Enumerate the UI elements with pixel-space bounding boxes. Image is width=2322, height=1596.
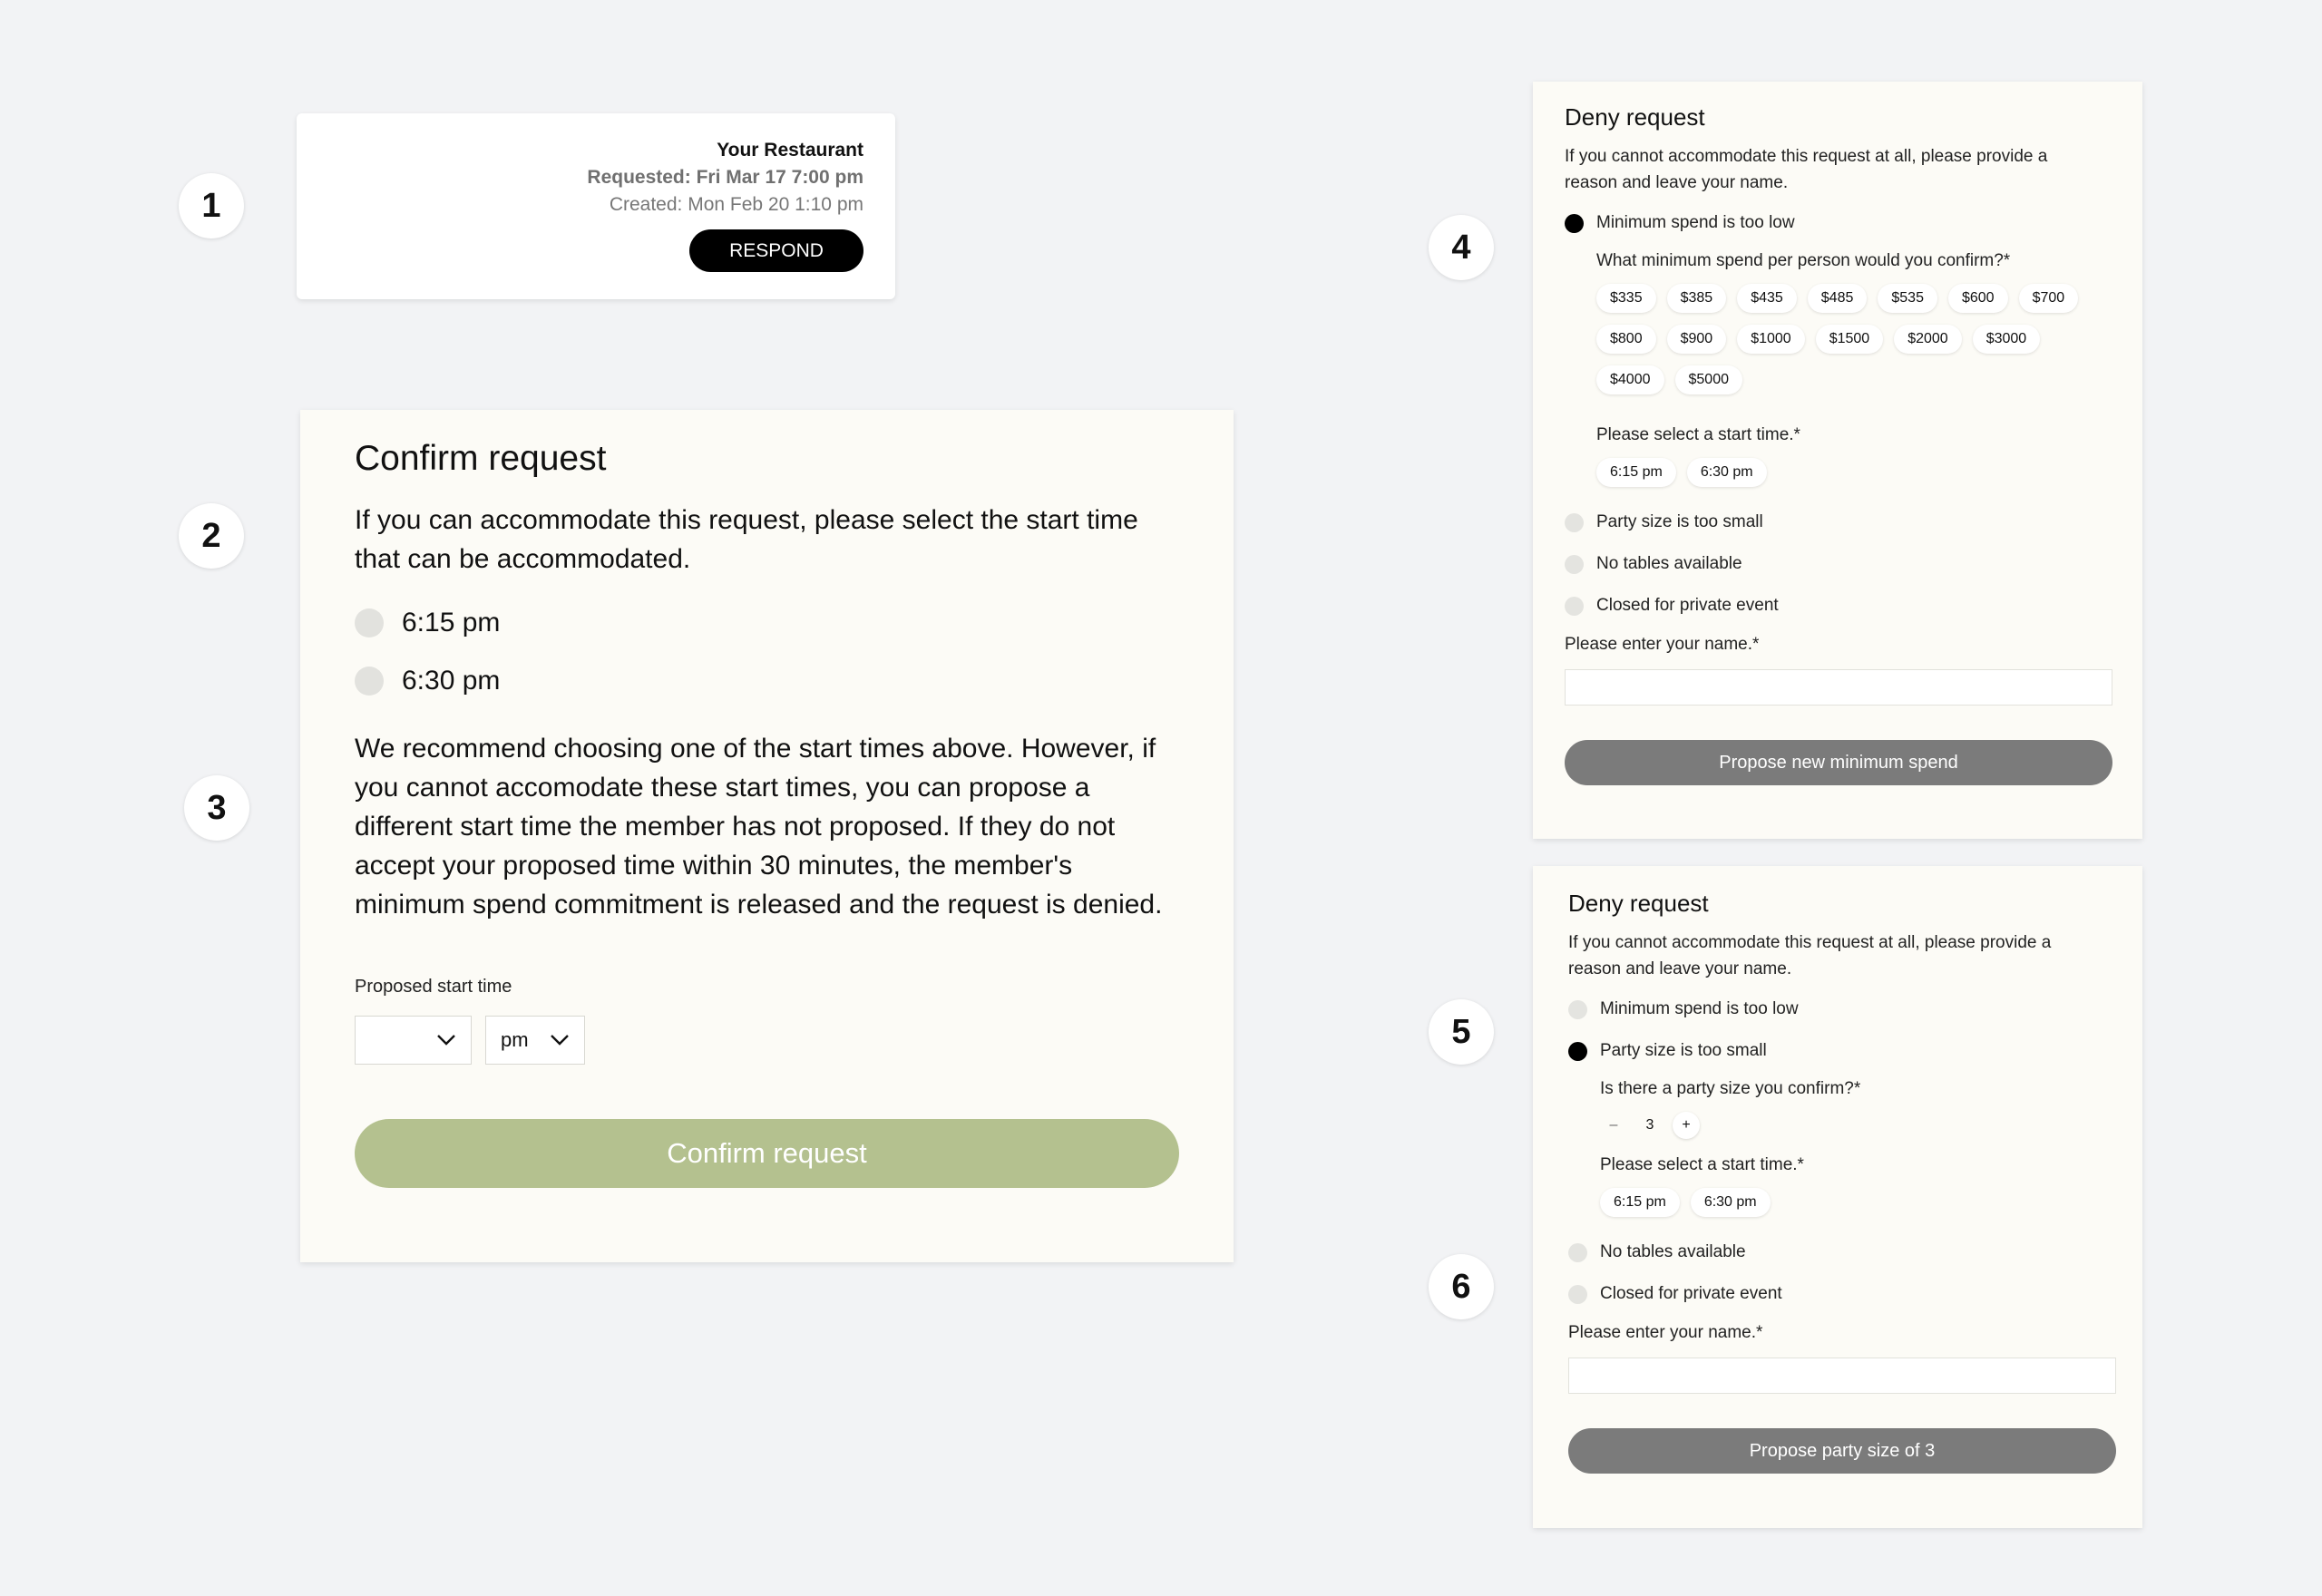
reason-label: Party size is too small [1600, 1041, 1767, 1060]
radio-button[interactable] [355, 608, 384, 637]
deny-request-min-spend-card [1533, 82, 2142, 839]
name-input[interactable] [1568, 1358, 2116, 1394]
requested-time: Requested: Fri Mar 17 7:00 pm [587, 167, 863, 188]
request-notification-card [297, 113, 895, 299]
spend-chip[interactable]: $3000 [1973, 325, 2041, 354]
reason-label: Minimum spend is too low [1600, 999, 1799, 1018]
proposed-start-time-label: Proposed start time [355, 977, 512, 997]
recommendation-text: We recommend choosing one of the start times above. However, if you cannot accomodate these start times, you can propose a different start time the member has not proposed. If they do not accept your proposed time within 30 minutes, the member's minimum spend commitment is released and the request is denied. [355, 734, 1163, 920]
party-size-stepper [1600, 1112, 2113, 1139]
start-time-label: 6:15 pm [402, 608, 501, 637]
spend-chip[interactable]: $800 [1596, 325, 1656, 354]
confirm-intro: If you can accommodate this request, please select the start time that can be accommodated. [355, 505, 1138, 574]
deny-title: Deny request [1565, 103, 1705, 131]
respond-button[interactable]: RESPOND [689, 229, 863, 272]
reason-label: Closed for private event [1596, 596, 1779, 615]
created-time: Created: Mon Feb 20 1:10 pm [609, 194, 863, 215]
spend-chip[interactable]: $700 [2019, 284, 2079, 313]
step-marker-4: 4 [1429, 215, 1494, 280]
deny-request-party-size-card [1533, 866, 2142, 1528]
spend-chip[interactable]: $385 [1667, 284, 1727, 313]
spend-chip[interactable]: $435 [1737, 284, 1797, 313]
propose-party-size-button[interactable]: Propose party size of 3 [1568, 1428, 2116, 1474]
spend-chip[interactable]: $335 [1596, 284, 1656, 313]
start-time-question: Please select a start time.* [1596, 425, 1800, 444]
confirm-title: Confirm request [355, 439, 607, 478]
proposed-time-selects [355, 1016, 1179, 1065]
deny-title: Deny request [1568, 890, 1709, 917]
start-time-chip[interactable]: 6:30 pm [1687, 458, 1767, 487]
start-time-chip[interactable]: 6:15 pm [1596, 458, 1676, 487]
spend-chips [1596, 284, 2104, 406]
decrement-button[interactable]: – [1609, 1117, 1618, 1133]
chevron-down-icon [436, 1034, 456, 1046]
reason-option-private-event[interactable] [1568, 1281, 2113, 1307]
reason-option-party-size[interactable] [1568, 1038, 2113, 1064]
reason-option-private-event[interactable] [1565, 593, 2113, 618]
spend-chip[interactable]: $900 [1667, 325, 1727, 354]
spend-chip[interactable]: $600 [1948, 284, 2008, 313]
start-time-label: 6:30 pm [402, 666, 501, 696]
reason-option-min-spend[interactable] [1565, 210, 2113, 236]
spend-chip[interactable]: $4000 [1596, 365, 1664, 394]
party-size-value: 3 [1645, 1117, 1654, 1133]
confirm-request-button[interactable]: Confirm request [355, 1119, 1179, 1188]
step-marker-6: 6 [1429, 1254, 1494, 1319]
reason-option-no-tables[interactable] [1568, 1240, 2113, 1265]
restaurant-name: Your Restaurant [717, 140, 863, 161]
reason-label: No tables available [1600, 1242, 1746, 1261]
start-time-chips [1600, 1188, 2108, 1229]
spend-question: What minimum spend per person would you confirm?* [1596, 251, 2011, 270]
chevron-down-icon [550, 1034, 570, 1046]
name-input[interactable] [1565, 669, 2112, 706]
name-label: Please enter your name.* [1568, 1323, 1763, 1342]
hour-select[interactable] [355, 1016, 472, 1065]
radio-button[interactable] [1568, 1042, 1587, 1061]
start-time-chip[interactable]: 6:30 pm [1691, 1188, 1771, 1217]
step-marker-2: 2 [179, 503, 244, 569]
ampm-value: pm [501, 1028, 529, 1051]
start-time-option[interactable] [355, 666, 1179, 696]
reason-option-party-size[interactable] [1565, 510, 2113, 535]
deny-intro: If you cannot accommodate this request at all, please provide a reason and leave your name. [1568, 933, 2052, 978]
radio-button[interactable] [1568, 1243, 1587, 1262]
reason-label: Closed for private event [1600, 1284, 1782, 1303]
spend-chip[interactable]: $5000 [1675, 365, 1743, 394]
reason-option-no-tables[interactable] [1565, 551, 2113, 577]
start-time-option[interactable] [355, 608, 1179, 638]
radio-button[interactable] [1565, 555, 1584, 574]
spend-chip[interactable]: $1500 [1816, 325, 1884, 354]
party-size-question: Is there a party size you confirm?* [1600, 1079, 1861, 1098]
ampm-select[interactable] [485, 1016, 585, 1065]
spend-chip[interactable]: $485 [1808, 284, 1868, 313]
radio-button[interactable] [1565, 597, 1584, 616]
propose-min-spend-button[interactable]: Propose new minimum spend [1565, 740, 2112, 785]
radio-button[interactable] [1565, 214, 1584, 233]
step-marker-1: 1 [179, 173, 244, 238]
reason-label: Minimum spend is too low [1596, 213, 1795, 232]
spend-chip[interactable]: $535 [1878, 284, 1937, 313]
increment-button[interactable]: + [1673, 1112, 1700, 1139]
radio-button[interactable] [1568, 1285, 1587, 1304]
name-label: Please enter your name.* [1565, 635, 1760, 654]
step-marker-5: 5 [1429, 999, 1494, 1065]
reason-label: Party size is too small [1596, 512, 1763, 531]
reason-option-min-spend[interactable] [1568, 997, 2113, 1022]
radio-button[interactable] [355, 667, 384, 696]
start-time-chip[interactable]: 6:15 pm [1600, 1188, 1680, 1217]
radio-button[interactable] [1565, 513, 1584, 532]
spend-chip[interactable]: $1000 [1737, 325, 1805, 354]
start-time-question: Please select a start time.* [1600, 1155, 1804, 1174]
start-time-chips [1596, 458, 2104, 499]
spend-chip[interactable]: $2000 [1894, 325, 1962, 354]
step-marker-3: 3 [184, 775, 249, 841]
reason-label: No tables available [1596, 554, 1742, 573]
confirm-request-card [300, 410, 1234, 1262]
deny-intro: If you cannot accommodate this request at all, please provide a reason and leave your name. [1565, 147, 2048, 192]
radio-button[interactable] [1568, 1000, 1587, 1019]
